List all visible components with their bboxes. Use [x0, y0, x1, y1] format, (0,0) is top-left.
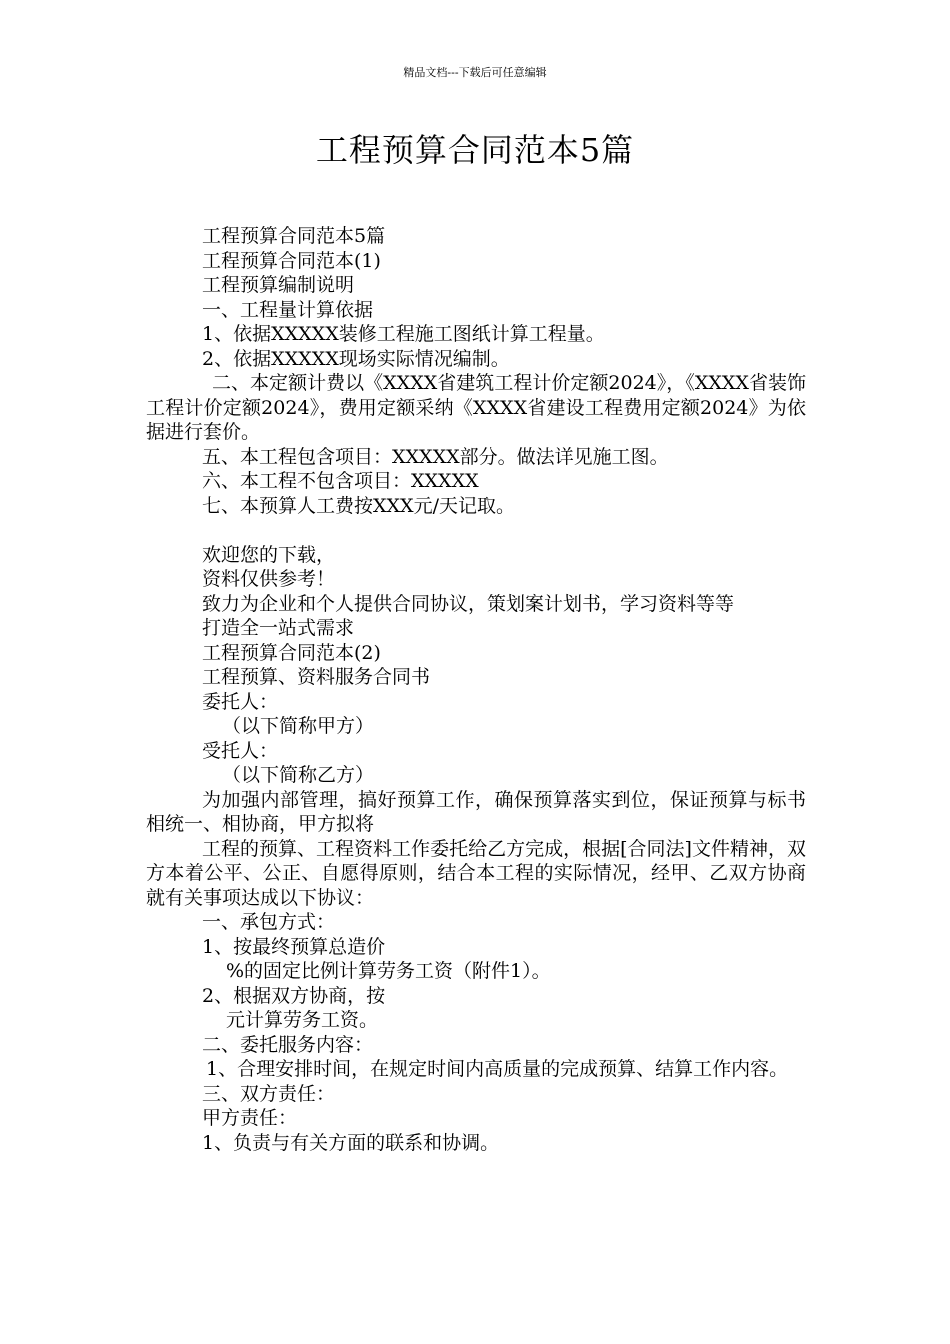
paragraph: 六、本工程不包含项目：XXXXX: [202, 470, 479, 492]
paragraph: 资料仅供参考！: [202, 568, 336, 590]
paragraph: 七、本预算人工费按XXX元/天记取。: [202, 494, 515, 517]
paragraph: 1、依据XXXXX装修工程施工图纸计算工程量。: [202, 323, 605, 345]
paragraph: （以下简称甲方）: [222, 715, 375, 737]
paragraph: 一、工程量计算依据: [202, 298, 374, 321]
paragraph: 工程预算、资料服务合同书: [202, 666, 431, 688]
blank-line: [146, 518, 806, 543]
paragraph: 1、合理安排时间，在规定时间内高质量的完成预算、结算工作内容。: [206, 1058, 789, 1080]
paragraph: 工程的预算、工程资料工作委托给乙方完成，根据[合同法]文件精神，双方本着公平、公正、自愿得原则，结合本工程的实际情况，经甲、乙双方协商就有关事项达成以下协议：: [146, 837, 806, 909]
paragraph: 受托人：: [202, 739, 279, 762]
paragraph: 致力为企业和个人提供合同协议，策划案计划书，学习资料等等: [202, 592, 735, 615]
paragraph: 工程预算合同范本(2): [202, 641, 381, 664]
paragraph: 三、双方责任：: [202, 1082, 336, 1105]
paragraph: 欢迎您的下载，: [202, 543, 336, 566]
paragraph: 元计算劳务工资。: [226, 1009, 379, 1031]
document-body: [146, 224, 806, 1155]
paragraph: 一、承包方式：: [202, 911, 336, 933]
paragraph: 2、依据XXXXX现场实际情况编制。: [202, 347, 510, 370]
paragraph: （以下简称乙方）: [222, 764, 375, 786]
paragraph: 二、本定额计费以《XXXX省建筑工程计价定额2024》，《XXXX省装饰工程计价定额2024》，费用定额采纳《XXXX省建设工程费用定额2024》为依据进行套价。: [146, 372, 806, 443]
paragraph: 工程预算合同范本5篇: [202, 225, 386, 247]
paragraph: 工程预算编制说明: [202, 274, 355, 296]
paragraph: 甲方责任：: [202, 1107, 298, 1129]
document-title: 工程预算合同范本5篇: [315, 131, 635, 169]
paragraph: 二、委托服务内容：: [202, 1033, 374, 1056]
paragraph: 2、根据双方协商，按: [202, 984, 386, 1007]
paragraph: 五、本工程包含项目：XXXXX部分。做法详见施工图。: [202, 445, 669, 468]
paragraph: 1、按最终预算总造价: [202, 935, 386, 958]
paragraph: 委托人：: [202, 690, 279, 713]
page-header: 精品文档---下载后可任意编辑: [403, 66, 547, 79]
paragraph: 为加强内部管理，搞好预算工作，确保预算落实到位，保证预算与标书相统一、相协商，甲方拟将: [146, 788, 806, 835]
paragraph: 1、负责与有关方面的联系和协调。: [202, 1131, 500, 1154]
paragraph: %的固定比例计算劳务工资（附件1）。: [226, 960, 551, 982]
paragraph: 工程预算合同范本(1): [202, 249, 381, 272]
paragraph: 打造全一站式需求: [202, 617, 355, 639]
